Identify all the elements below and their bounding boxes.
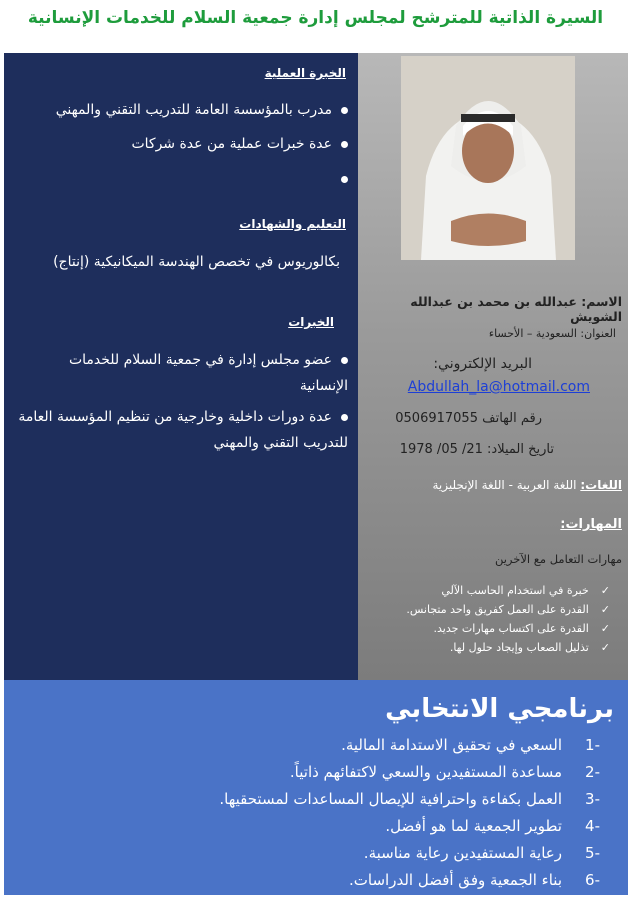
skill-item: ✓خبرة في استخدام الحاسب الآلي — [406, 581, 610, 600]
program-item: -5رعاية المستفيدين رعاية مناسبة. — [363, 844, 600, 862]
program-item: -6بناء الجمعية وفق أفضل الدراسات. — [349, 871, 600, 889]
right-panel — [358, 53, 628, 680]
expertise-heading: الخبرات — [288, 315, 334, 329]
email-label: البريد الإلكتروني: — [433, 356, 532, 372]
check-icon: ✓ — [600, 603, 610, 616]
page-title: السيرة الذاتية للمترشح لمجلس إدارة جمعية السلام للخدمات الإنسانية — [27, 8, 604, 28]
check-icon: ✓ — [600, 641, 610, 654]
experience-heading: الخبرة العملية — [264, 66, 346, 80]
education-heading: التعليم والشهادات — [239, 217, 346, 231]
profile-birthdate: تاريخ الميلاد: 21/ 05/ 1978 — [399, 442, 554, 457]
check-icon: ✓ — [600, 584, 610, 597]
experience-item — [18, 166, 348, 192]
bullet-dot-icon — [341, 357, 348, 364]
program-heading: برنامجي الانتخابي — [385, 694, 614, 724]
check-icon: ✓ — [600, 622, 610, 635]
bullet-dot-icon — [341, 141, 348, 148]
election-program — [4, 680, 628, 895]
skills-heading: المهارات: — [560, 517, 622, 532]
program-item: -2مساعدة المستفيدين والسعي لاكتفائهم ذاتياً. — [289, 763, 600, 781]
profile-languages: اللغات: اللغة العربية - اللغة الإنجليزية — [432, 478, 622, 492]
program-item: -4تطوير الجمعية لما هو أفضل. — [385, 817, 600, 835]
skill-item: ✓تذليل الصعاب وإيجاد حلول لها. — [406, 638, 610, 657]
experience-item: عدة خبرات عملية من عدة شركات — [18, 131, 348, 157]
program-list — [219, 732, 600, 894]
profile-name: الاسم: عبدالله بن محمد بن عبدالله الشويش — [410, 294, 622, 324]
profile-phone: رقم الهاتف 0506917055 — [395, 411, 542, 426]
profile-photo — [401, 56, 575, 260]
experience-item: مدرب بالمؤسسة العامة للتدريب التقني والمهني — [18, 97, 348, 123]
skills-list — [406, 581, 610, 657]
email-link[interactable]: Abdullah_la@hotmail.com — [407, 379, 590, 395]
bullet-dot-icon — [341, 176, 348, 183]
expertise-item: عضو مجلس إدارة في جمعية السلام للخدمات الإنسانية — [68, 352, 348, 394]
bullet-dot-icon — [341, 107, 348, 114]
expertise-item: عدة دورات داخلية وخارجية من تنظيم المؤسسة العامة للتدريب التقني والمهني — [18, 409, 348, 451]
program-item: -1السعي في تحقيق الاستدامة المالية. — [341, 736, 600, 754]
skills-intro: مهارات التعامل مع الآخرين — [494, 552, 622, 566]
program-item: -3العمل بكفاءة واحترافية للإيصال المساعدات لمستحقيها. — [219, 790, 600, 808]
education-degree: بكالوريوس في تخصص الهندسة الميكانيكية (إنتاج) — [53, 254, 340, 270]
profile-address: العنوان: السعودية – الأحساء — [488, 327, 616, 340]
skill-item: ✓القدرة على العمل كفريق واحد متجانس. — [406, 600, 610, 619]
skill-item: ✓القدرة على اكتساب مهارات جديد. — [406, 619, 610, 638]
left-panel — [4, 53, 358, 680]
bullet-dot-icon — [341, 414, 348, 421]
